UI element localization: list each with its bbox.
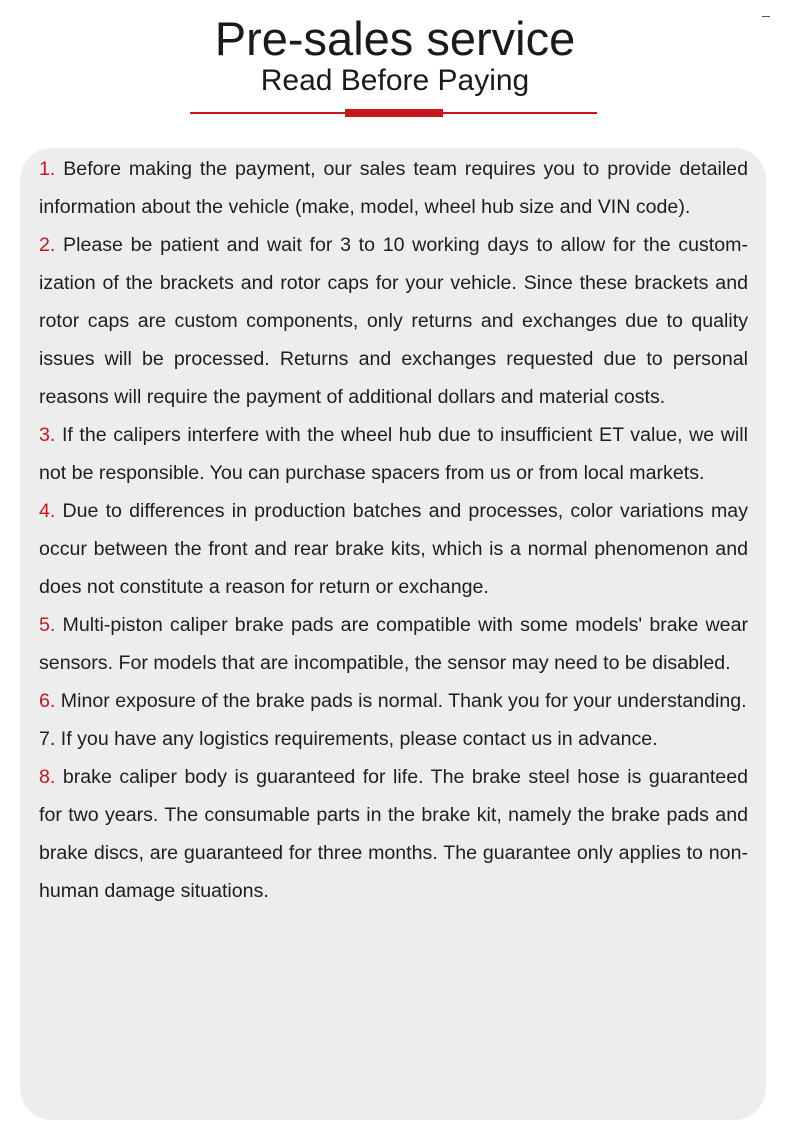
list-item [39, 416, 748, 492]
item-number: 1. [39, 158, 56, 180]
list-item [39, 606, 748, 682]
item-number: 5. [39, 614, 56, 636]
item-number: 2. [39, 234, 56, 256]
list-item [39, 682, 748, 720]
item-text: Minor exposure of the brake pads is normal. Thank you for your understanding. [60, 690, 747, 712]
item-text: If you have any logistics requirements, please contact us in advance. [60, 728, 658, 750]
list-item [39, 758, 748, 910]
item-text: brake caliper body is guaranteed for life. The brake steel hose is guaranteed for two years. The consumable parts in the brake kit, namely the brake pads and brake discs, are guaranteed for three months. The guarantee only applies to non-human damage situations. [39, 766, 748, 902]
item-number: 3. [39, 424, 56, 446]
item-text: Please be patient and wait for 3 to 10 working days to allow for the customization of the brackets and rotor caps for your vehicle. Since these brackets and rotor caps are custom components, only returns and exchanges due to quality issues will be processed. Returns and exchanges requested due to personal reasons will require the payment of additional dollars and material costs. [39, 234, 748, 408]
item-number: 7. [39, 728, 56, 750]
item-number: 8. [39, 766, 56, 788]
item-text: Due to differences in production batches and processes, color variations may occur between the front and rear brake kits, which is a normal phenomenon and does not constitute a reason for return or exchange. [39, 500, 748, 598]
title-divider-accent [345, 109, 443, 117]
item-text: If the calipers interfere with the wheel hub due to insufficient ET value, we will not be responsible. You can purchase spacers from us or from local markets. [39, 424, 748, 484]
page-title: Pre-sales service [214, 12, 576, 65]
item-number: 4. [39, 500, 56, 522]
list-item [39, 150, 748, 226]
item-text: Multi-piston caliper brake pads are compatible with some models' brake wear sensors. For models that are incompatible, the sensor may need to be disabled. [39, 614, 748, 674]
list-item [39, 226, 748, 416]
list-item [39, 492, 748, 606]
page-subtitle: Read Before Paying [260, 64, 530, 97]
item-text: Before making the payment, our sales team requires you to provide detailed information about the vehicle (make, model, wheel hub size and VIN code). [39, 158, 748, 218]
list-item [39, 720, 748, 758]
item-number: 6. [39, 690, 56, 712]
notice-list [39, 150, 748, 910]
